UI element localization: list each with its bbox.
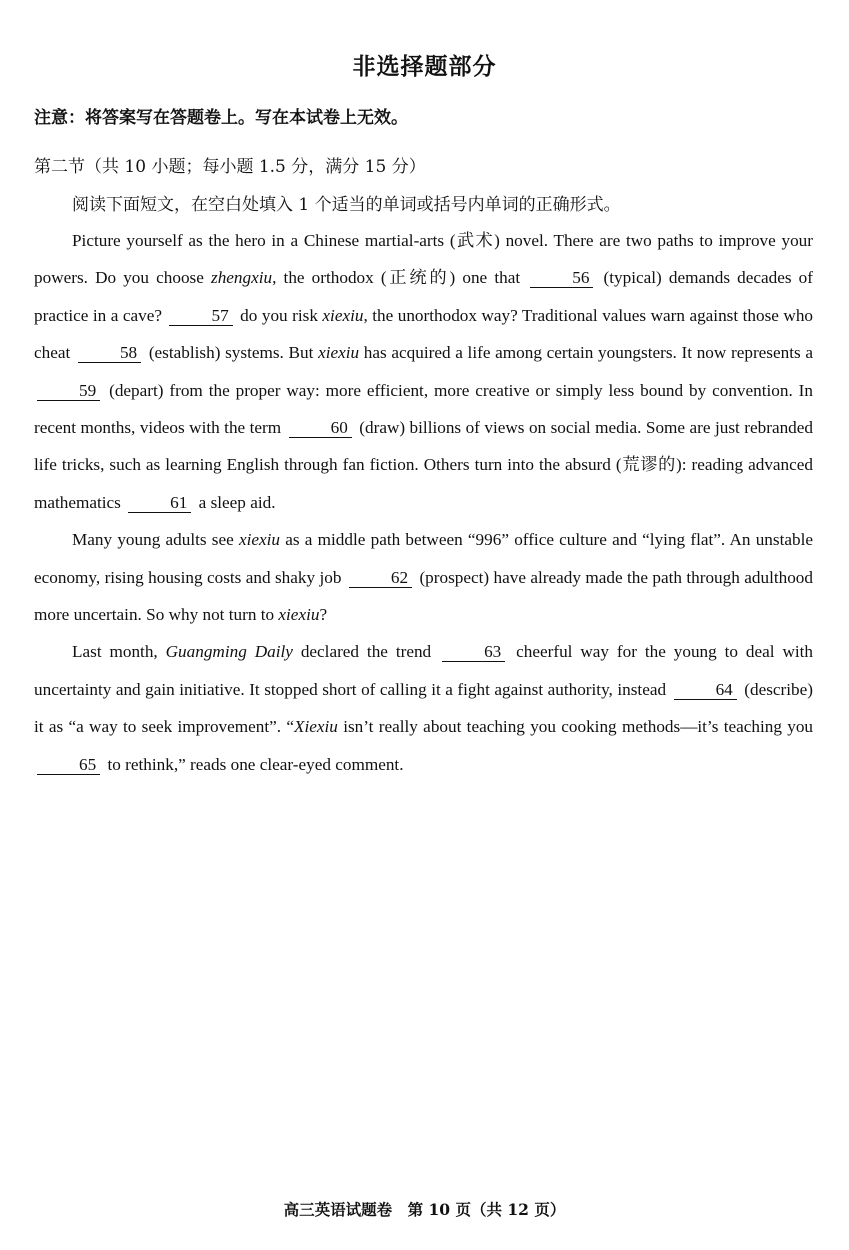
text: , the unorthodox way? Traditional values warn against those who cheat [34, 305, 814, 363]
italic-term: Xiexiu [294, 717, 338, 737]
text: (draw) billions of views on social media. Some are just rebranded life tricks, such as learning English through fan fiction. Others turn into the absurd (荒谬的): reading advanced mathematics [34, 418, 813, 512]
text: cheerful way for the young to deal with uncertainty and gain initiative. It stopped short of calling it a fight against authority, instead [34, 642, 813, 699]
italic-term: xiexiu [318, 343, 360, 363]
blank-62[interactable]: 62 [349, 568, 412, 588]
section-heading: 第二节（共 10 小题；每小题 1.5 分，满分 15 分） [34, 157, 426, 177]
italic-term: xiexiu [322, 305, 364, 325]
text: ? [319, 605, 328, 625]
blank-57[interactable]: 57 [169, 306, 232, 326]
paragraph-2 [34, 521, 813, 633]
text: Picture yourself as the hero in a Chinese martial-arts (武术) novel. There are two paths to improve your powers. Do you choose [34, 231, 813, 288]
italic-term: zhengxiu [211, 268, 273, 288]
blank-63[interactable]: 63 [442, 642, 505, 662]
instruction: 阅读下面短文，在空白处填入 1 个适当的单词或括号内单词的正确形式。 [72, 195, 621, 215]
notice: 注意：将答案写在答题卷上。写在本试卷上无效。 [34, 108, 408, 128]
blank-58[interactable]: 58 [78, 343, 141, 363]
text: isn’t really about teaching you cooking methods—it’s teaching you [337, 717, 814, 737]
blank-60[interactable]: 60 [289, 418, 352, 438]
page-title: 非选择题部分 [352, 54, 497, 80]
text: (prospect) have already made the path through adulthood more uncertain. So why not turn to [34, 567, 813, 625]
text: (typical) demands decades of practice in a cave? [34, 268, 813, 325]
text: Last month, [72, 642, 166, 662]
italic-term: xiexiu [278, 605, 320, 625]
text: declared the trend [292, 642, 440, 662]
text: (describe) it as “a way to seek improvement”. “ [34, 679, 813, 737]
text: (depart) from the proper way: more efficient, more creative or simply less bound by convention. In recent months, videos with the term [34, 380, 813, 438]
text: Many young adults see [72, 530, 239, 550]
text: (establish) systems. But [144, 343, 319, 363]
page-footer: 高三英语试题卷 第 10 页（共 12 页） [283, 1200, 566, 1219]
italic-term: xiexiu [238, 530, 281, 550]
text: has acquired a life among certain youngsters. It now represents a [359, 343, 813, 363]
text: to rethink,” reads one clear-eyed comment. [103, 754, 404, 774]
paragraph-3 [34, 633, 813, 783]
blank-64[interactable]: 64 [674, 680, 737, 700]
passage [34, 222, 813, 783]
blank-59[interactable]: 59 [37, 381, 100, 401]
text: as a middle path between “996” office culture and “lying flat”. An unstable economy, rising housing costs and shaky job [34, 530, 813, 587]
italic-term: Guangming Daily [165, 642, 293, 662]
blank-56[interactable]: 56 [530, 268, 593, 288]
text: , the orthodox (正统的) one that [272, 268, 528, 288]
text: do you risk [235, 305, 323, 325]
paragraph-1 [34, 222, 813, 521]
blank-65[interactable]: 65 [37, 755, 100, 775]
blank-61[interactable]: 61 [128, 493, 191, 513]
text: a sleep aid. [194, 492, 276, 512]
